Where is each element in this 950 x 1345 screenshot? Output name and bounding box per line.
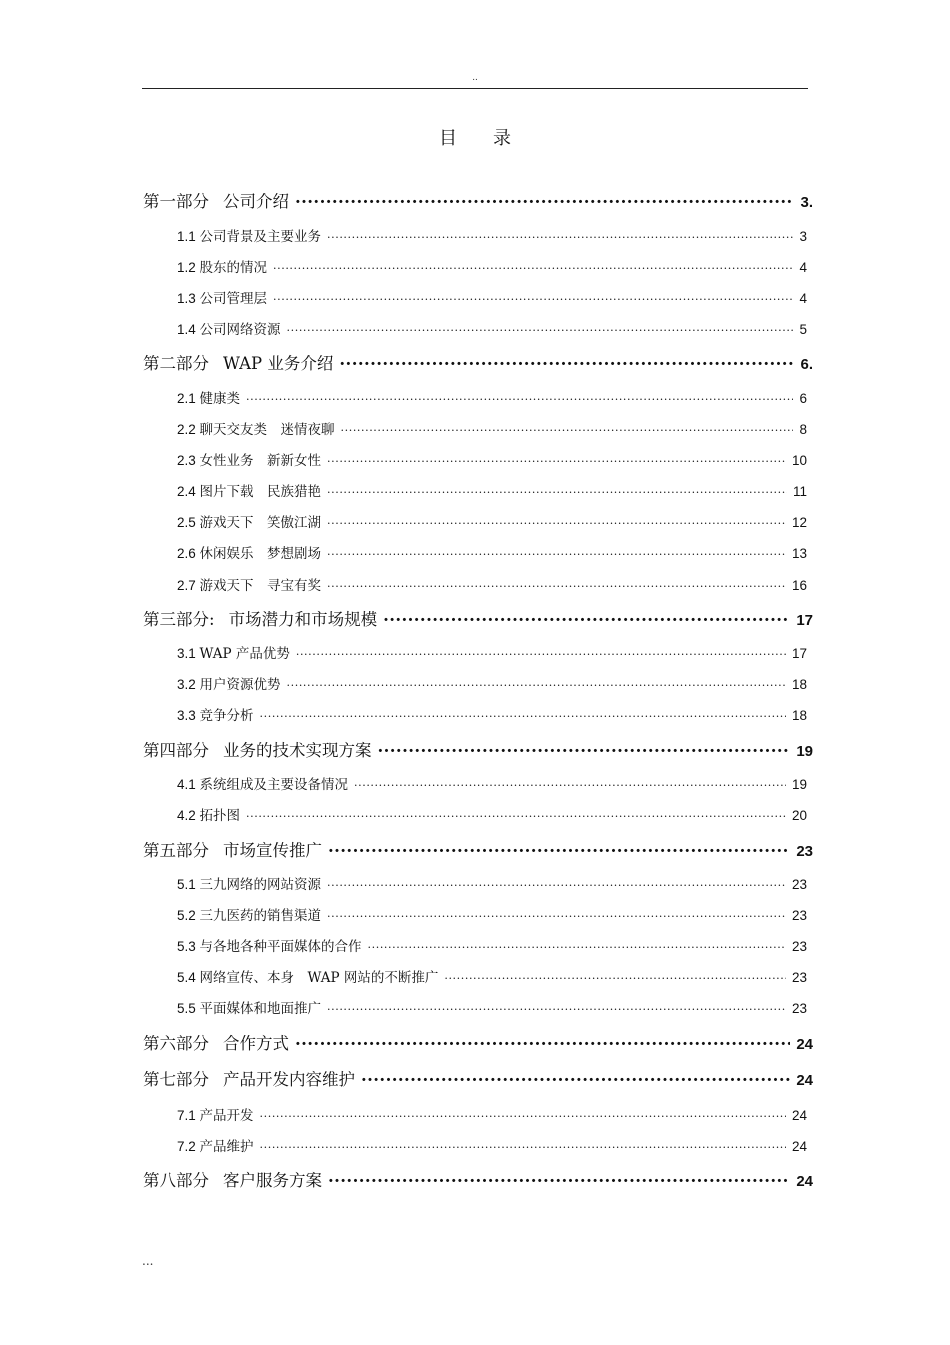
toc-sub-entry[interactable] [177,704,807,724]
toc-part-entry[interactable] [143,188,813,212]
toc-entry-label [177,318,281,338]
section-number: 3.3 [177,708,200,723]
section-number: 4.2 [177,808,200,823]
section-title: 三九网络的网站资源 [199,877,322,893]
dot-leader [327,547,786,558]
page-number: 5 [799,322,807,337]
dot-leader [246,392,793,403]
section-title: 网络宣传、本身 WAP 网站的不断推广 [199,970,439,986]
section-number: 2.1 [177,391,200,406]
section-number: 5.1 [177,877,200,892]
dot-leader [296,647,786,658]
dot-leader [327,1002,786,1013]
section-number: 4.1 [177,777,200,792]
page-number: 23 [791,939,807,954]
section-title: 图片下载 民族猎艳 [199,484,322,500]
toc-sub-entry[interactable] [177,542,807,562]
dot-leader [444,971,786,982]
dot-leader [327,454,786,465]
dot-leader [246,809,786,820]
dot-leader [341,423,794,434]
section-number: 5.3 [177,939,200,954]
toc-sub-entry[interactable] [177,256,807,276]
toc-entry-label [177,480,321,500]
section-title: 竞争分析 [199,708,254,724]
dot-leader [327,516,786,527]
dot-leader [354,778,786,789]
dot-leader [273,261,793,272]
toc-entry-label [177,418,335,438]
section-title: 公司背景及主要业务 [199,229,322,245]
toc-entry-label [143,1030,289,1054]
section-number: 1.2 [177,260,200,275]
page-number: 20 [791,808,807,823]
page-number: 3 [799,229,807,244]
section-title: 游戏天下 笑傲江湖 [199,515,322,531]
part-title: 业务的技术实现方案 [223,741,372,760]
section-number: 2.5 [177,515,200,530]
dot-leader [383,609,790,626]
dot-leader [328,1170,790,1187]
dot-leader [327,878,786,889]
toc-sub-entry[interactable] [177,873,807,893]
page-number: 8 [799,422,807,437]
dot-leader [327,909,786,920]
dot-leader [260,1140,786,1151]
toc-sub-entry[interactable] [177,574,807,594]
dot-leader [260,1109,786,1120]
toc-sub-entry[interactable] [177,773,807,793]
dot-leader [327,579,786,590]
toc-entry-label [177,773,348,793]
dot-leader [327,230,793,241]
toc-entry-label [177,387,240,407]
toc-entry-label [177,642,290,662]
page-number: 12 [791,515,807,530]
toc-sub-entry[interactable] [177,904,807,924]
section-title: WAP 产品优势 [199,646,290,662]
section-number: 2.2 [177,422,200,437]
dot-leader [260,709,786,720]
section-number: 1.3 [177,291,200,306]
toc-entry-label [177,804,240,824]
section-title: 产品维护 [199,1139,254,1155]
toc-part-entry[interactable] [143,1066,813,1090]
page-number: 24 [791,1108,807,1123]
section-title: 与各地各种平面媒体的合作 [199,939,362,955]
toc-entry-label [143,350,333,374]
dot-leader [378,740,791,757]
section-number: 7.2 [177,1139,200,1154]
page-number: 23 [791,1001,807,1016]
section-number: 1.1 [177,229,200,244]
toc-entry-label [143,188,289,212]
part-title: 公司介绍 [223,192,289,211]
dot-leader [295,191,794,208]
toc-sub-entry[interactable] [177,287,807,307]
toc-sub-entry[interactable] [177,642,807,662]
toc-entry-label [177,935,362,955]
dot-leader [361,1069,790,1086]
toc-sub-entry[interactable] [177,387,807,407]
part-title: 市场潜力和市场规模 [228,610,378,629]
section-number: 3.2 [177,677,200,692]
page-number: 24 [796,1036,813,1053]
section-title: 公司管理层 [199,291,268,307]
part-title: 客户服务方案 [223,1171,322,1190]
toc-sub-entry[interactable] [177,1135,807,1155]
page-number: 17 [791,646,807,661]
toc-entry-label [177,1104,254,1124]
page-number: 19 [791,777,807,792]
toc-entry-label [177,904,321,924]
dot-leader [273,292,793,303]
toc-entry-label [143,606,377,630]
toc-sub-entry[interactable] [177,997,807,1017]
page-number: 24 [791,1139,807,1154]
page-number: 24 [796,1072,813,1089]
toc-sub-entry[interactable] [177,318,807,338]
toc-part-entry[interactable] [143,837,813,861]
section-title: 健康类 [199,391,241,407]
section-title: 休闲娱乐 梦想剧场 [199,546,322,562]
section-title: 游戏天下 寻宝有奖 [199,578,322,594]
toc-entry-label [177,256,267,276]
section-number: 5.4 [177,970,200,985]
section-number: 2.7 [177,578,200,593]
toc-entry-label [143,1066,355,1090]
toc-sub-entry[interactable] [177,673,807,693]
toc-title: 目录 [439,128,547,149]
page-number: 23 [791,970,807,985]
section-title: 系统组成及主要设备情况 [199,777,349,793]
part-number: 第二部分 [143,354,209,373]
toc-sub-entry[interactable] [177,418,807,438]
part-number: 第八部分 [143,1171,209,1190]
page-number: 23 [791,877,807,892]
section-title: 平面媒体和地面推广 [199,1001,322,1017]
page-number: 16 [791,578,807,593]
section-number: 2.3 [177,453,200,468]
toc-entry-label [143,837,322,861]
page-number: 6. [800,356,813,373]
section-number: 3.1 [177,646,200,661]
toc-part-entry[interactable] [143,606,813,630]
toc-sub-entry[interactable] [177,480,807,500]
page-number: 18 [791,708,807,723]
page-number: 18 [791,677,807,692]
toc-entry-label [177,225,321,245]
dot-leader [339,353,794,370]
part-title: WAP 业务介绍 [223,354,334,373]
toc-entry-label [177,542,321,562]
page-number: 4 [799,260,807,275]
dot-leader [368,940,786,951]
toc-sub-entry[interactable] [177,225,807,245]
page-number: 24 [796,1173,813,1190]
dot-leader [295,1033,790,1050]
dot-leader [328,840,790,857]
toc-entry-label [177,449,321,469]
toc-sub-entry[interactable] [177,449,807,469]
part-title: 市场宣传推广 [223,841,322,860]
part-number: 第五部分 [143,841,209,860]
toc-part-entry[interactable] [143,1030,813,1054]
section-number: 7.1 [177,1108,200,1123]
toc-entry-label [143,1167,322,1191]
page-number: 19 [796,743,813,760]
part-title: 产品开发内容维护 [223,1070,355,1089]
section-title: 拓扑图 [199,808,241,824]
toc-entry-label [177,673,281,693]
part-number: 第一部分 [143,192,209,211]
part-number: 第七部分 [143,1070,209,1089]
toc-sub-entry[interactable] [177,511,807,531]
section-number: 2.6 [177,546,200,561]
section-title: 公司网络资源 [199,322,281,338]
toc-entry-label [177,966,438,986]
toc-part-entry[interactable] [143,1167,813,1191]
dot-leader [287,678,786,689]
section-title: 三九医药的销售渠道 [199,908,322,924]
toc-sub-entry[interactable] [177,1104,807,1124]
part-number: 第四部分 [143,741,209,760]
section-title: 聊天交友类 迷情夜聊 [199,422,335,438]
toc-entry-label [177,511,321,531]
toc-part-entry[interactable] [143,350,813,374]
toc-entry-label [177,704,254,724]
section-number: 5.5 [177,1001,200,1016]
page-number: 23 [791,908,807,923]
page-number: 23 [796,843,813,860]
toc-entry-label [177,1135,254,1155]
section-number: 5.2 [177,908,200,923]
toc-entry-label [143,737,372,761]
page-number: 3. [800,194,813,211]
part-title: 合作方式 [223,1034,289,1053]
toc-sub-entry[interactable] [177,935,807,955]
page-number: 6 [799,391,807,406]
toc-part-entry[interactable] [143,737,813,761]
section-title: 用户资源优势 [199,677,281,693]
toc-sub-entry[interactable] [177,804,807,824]
page-number: 10 [791,453,807,468]
toc-entry-label [177,287,267,307]
toc-entry-label [177,873,321,893]
section-title: 女性业务 新新女性 [199,453,322,469]
section-title: 股东的情况 [199,260,268,276]
section-number: 1.4 [177,322,200,337]
page-number: 4 [799,291,807,306]
dot-leader [287,323,794,334]
toc-entry-label [177,997,321,1017]
part-number: 第六部分 [143,1034,209,1053]
dot-leader [327,485,787,496]
page-number: 11 [792,484,807,499]
page-number: 13 [791,546,807,561]
page-number: 17 [796,612,813,629]
toc-entry-label [177,574,321,594]
section-number: 2.4 [177,484,200,499]
part-number: 第三部分: [143,610,215,629]
toc-sub-entry[interactable] [177,966,807,986]
header-mark: .. [472,72,478,83]
section-title: 产品开发 [199,1108,254,1124]
footer-mark: ... [142,1254,154,1268]
